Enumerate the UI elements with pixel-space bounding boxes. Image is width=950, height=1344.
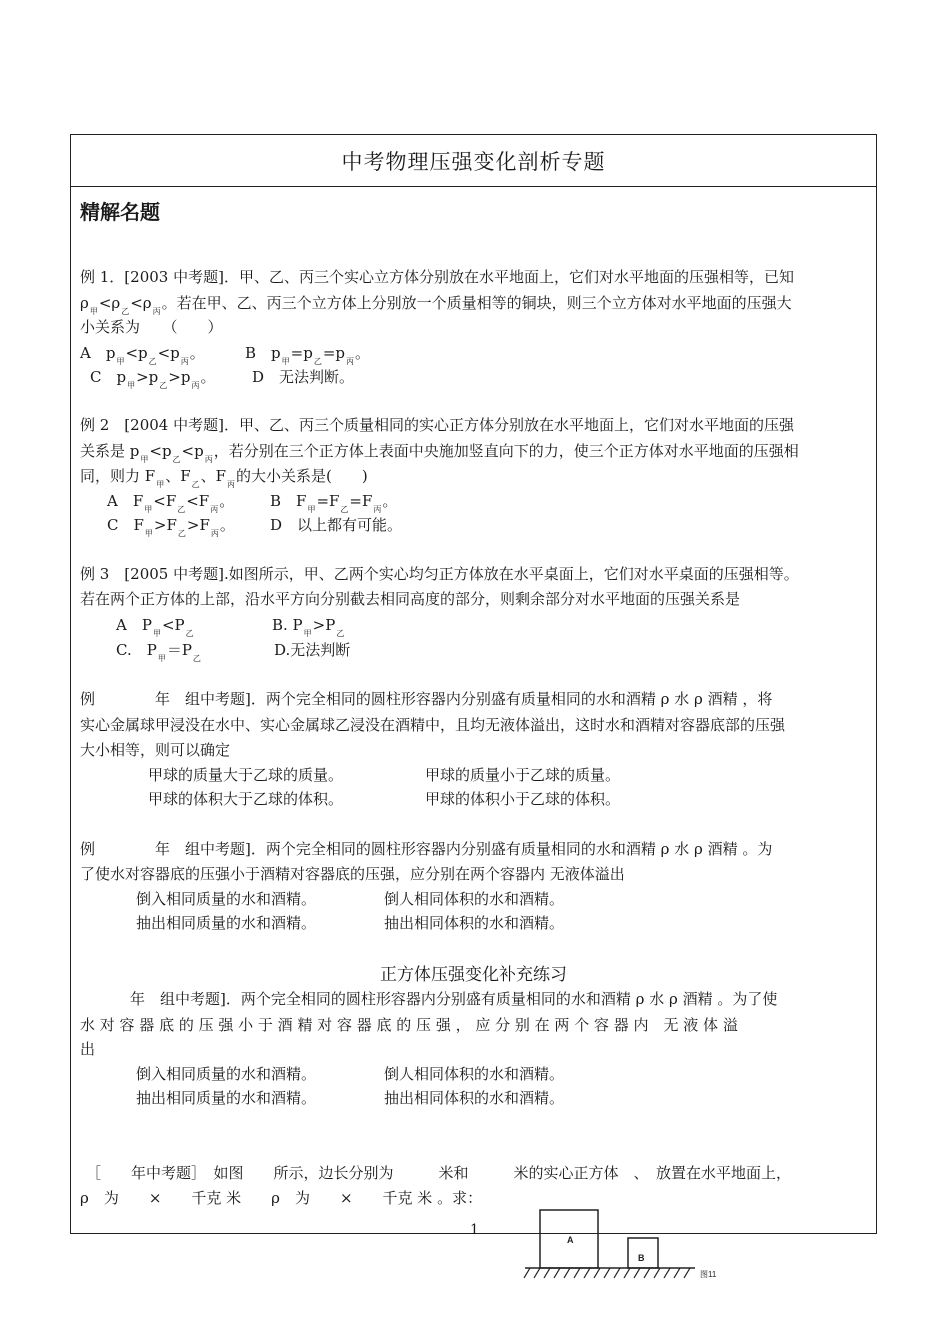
ex5-option-2: 倒人相同体积的水和酒精。	[384, 890, 565, 908]
ex3-option-a: A $P_甲<P_乙$	[116, 616, 194, 638]
ex4-option-3: 甲球的体积大于乙球的体积。	[148, 790, 344, 808]
ex2-line3: 同，则力 $F_甲$、$F_乙$、$F_丙$的大小关系是( )	[80, 467, 368, 489]
ex6-line1: 年 组中考题]．两个完全相同的圆柱形容器内分别盛有质量相同的水和酒精 ρ 水 ρ 酒精 。为了使	[130, 990, 778, 1008]
ex4-option-1: 甲球的质量大于乙球的质量。	[148, 766, 344, 784]
ex7-line1: ［ 年中考题］ 如图 所示，边长分别为 米和 米的实心正方体 、 放置在水平地面上，	[86, 1164, 792, 1182]
page-number: 1	[470, 1222, 479, 1238]
ex1-option-c: C $p_甲>p_乙>p_丙$。	[90, 368, 216, 390]
ex4-line1: 例 年 组中考题]．两个完全相同的圆柱形容器内分别盛有质量相同的水和酒精 ρ 水 ρ 酒精 ，将	[80, 690, 773, 708]
ex3-option-c: C. $P_甲=P_乙$	[116, 641, 201, 663]
ex3-option-d: D.无法判断	[274, 641, 351, 659]
ex2-line2: 关系是 $p_甲<p_乙<p_丙$，若分别在三个正方体上表面中央施加竖直向下的力，使三个正方体对水平地面的压强相	[80, 442, 799, 464]
ex5-line1: 例 年 组中考题]．两个完全相同的圆柱形容器内分别盛有质量相同的水和酒精 ρ 水 ρ 酒精 。为	[80, 840, 773, 858]
ex4-option-4: 甲球的体积小于乙球的体积。	[425, 790, 621, 808]
ex1-option-a: A $p_甲<p_乙<p_丙$。	[80, 344, 205, 366]
cube-b-label: B	[638, 1253, 645, 1263]
ex1-option-d: D 无法判断。	[252, 368, 355, 386]
ex2-option-b: B $F_甲=F_乙=F_丙$。	[270, 492, 398, 514]
ex3-line1: 例 3 [2005 中考题].如图所示，甲、乙两个实心均匀正方体放在水平桌面上，它们对水平桌面的压强相等。	[80, 565, 799, 583]
ex1-line3: 小关系为 （ ）	[80, 318, 223, 336]
ex6-option-4: 抽出相同体积的水和酒精。	[384, 1089, 565, 1107]
cube-a-label: A	[567, 1235, 574, 1245]
ex5-option-4: 抽出相同体积的水和酒精。	[384, 914, 565, 932]
ex1-option-b: B $p_甲=p_乙=p_丙$。	[245, 344, 370, 366]
ex3-option-b: B. $P_甲>P_乙$	[272, 616, 345, 638]
figure-11	[520, 1205, 740, 1285]
ex7-line2: ρ 为 × 千克 米 ρ 为 × 千克 米 。求：	[80, 1189, 483, 1207]
ex4-line3: 大小相等，则可以确定	[80, 741, 231, 759]
ex6-option-2: 倒人相同体积的水和酒精。	[384, 1065, 565, 1083]
ex6-line3: 出	[80, 1040, 96, 1058]
ex4-line2: 实心金属球甲浸没在水中、实心金属球乙浸没在酒精中，且均无液体溢出，这时水和酒精对容器底部的压强	[80, 716, 786, 734]
ex6-option-3: 抽出相同质量的水和酒精。	[136, 1089, 317, 1107]
title-divider	[70, 186, 877, 187]
ex5-option-1: 倒入相同质量的水和酒精。	[136, 890, 317, 908]
page-title: 中考物理压强变化剖析专题	[341, 150, 606, 174]
ex3-line2: 若在两个正方体的上部，沿水平方向分别截去相同高度的部分，则剩余部分对水平地面的压强关系是	[80, 590, 741, 608]
ex2-option-d: D 以上都有可能。	[270, 516, 403, 534]
ex2-option-c: C $F_甲>F_乙>F_丙$。	[107, 516, 235, 538]
section-heading: 精解名题	[80, 200, 160, 224]
figure-caption: 图11	[700, 1270, 717, 1279]
ex4-option-2: 甲球的质量小于乙球的质量。	[425, 766, 621, 784]
ex5-line2: 了使水对容器底的压强小于酒精对容器底的压强，应分别在两个容器内 无液体溢出	[80, 865, 625, 883]
ex2-line1: 例 2 [2004 中考题]．甲、乙、丙三个质量相同的实心正方体分别放在水平地面上，它们对水平地面的压强	[80, 416, 794, 434]
ex1-line1: 例 1．[2003 中考题]．甲、乙、丙三个实心立方体分别放在水平地面上，它们对水平地面的压强相等，已知	[80, 268, 794, 286]
supplementary-title: 正方体压强变化补充练习	[380, 965, 567, 985]
ground-hatching	[524, 1268, 690, 1278]
ex5-option-3: 抽出相同质量的水和酒精。	[136, 914, 317, 932]
ex6-option-1: 倒入相同质量的水和酒精。	[136, 1065, 317, 1083]
ex1-line2: $\rho_甲<\rho_乙<\rho_丙$。若在甲、乙、丙三个立方体上分别放一个质量相等的铜块，则三个立方体对水平地面的压强大	[80, 294, 792, 316]
ex6-line2: 水 对 容 器 底 的 压 强 小 于 酒 精 对 容 器 底 的 压 强 ， 应 分 别 在 两 个 容 器 内 无 液 体 溢	[80, 1016, 738, 1034]
ex2-option-a: A $F_甲<F_乙<F_丙$。	[107, 492, 235, 514]
